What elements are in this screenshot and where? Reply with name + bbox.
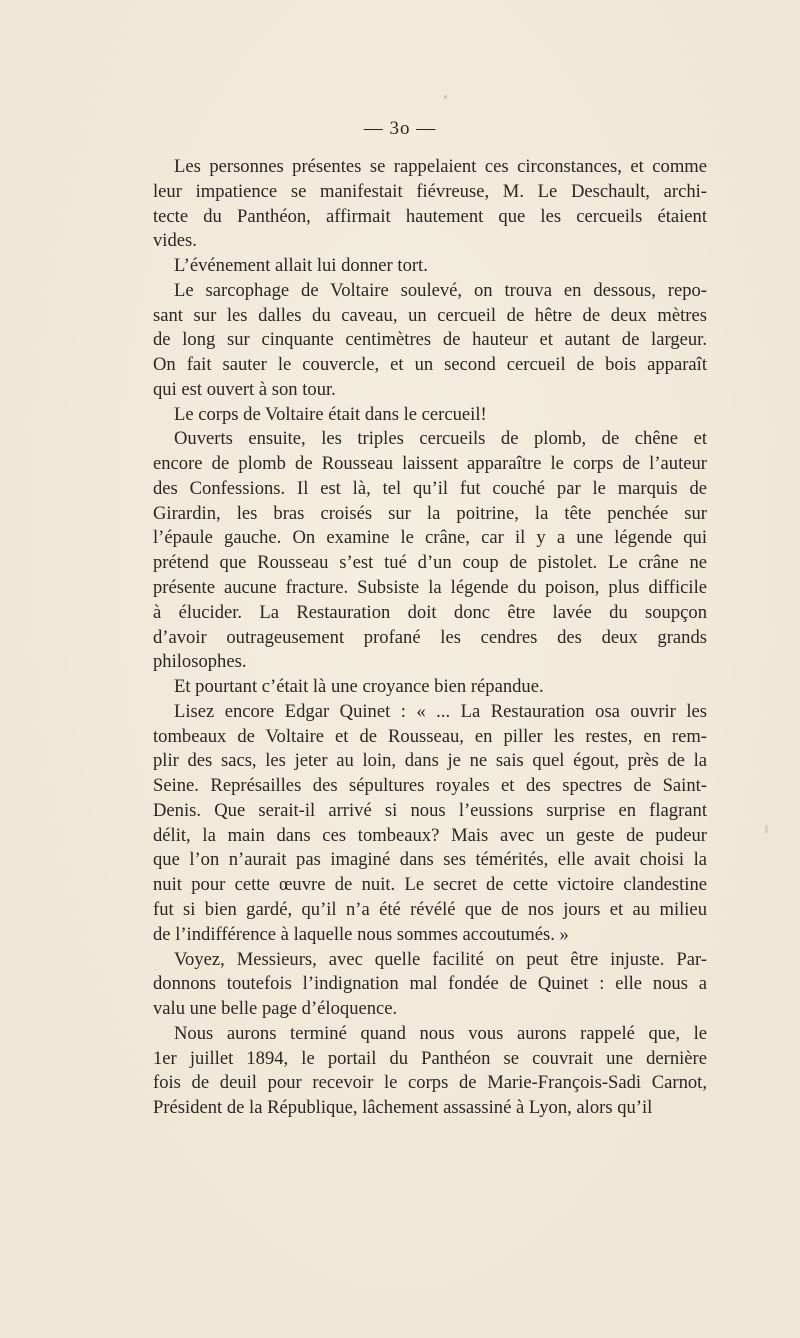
page-number: — 3o —	[363, 118, 437, 139]
text-line: 1er juillet 1894, le portail du Panthéon se couvrait une dernière	[153, 1047, 707, 1069]
text-line: nuit pour cette œuvre de nuit. Le secret de cette victoire clandestine	[153, 874, 707, 896]
text-line: On fait sauter le couvercle, et un second cercueil de bois apparaît	[153, 354, 707, 376]
text-line: Lisez encore Edgar Quinet : « ... La Restauration osa ouvrir les	[174, 700, 707, 722]
text-line: de l’indifférence à laquelle nous sommes accoutumés. »	[153, 923, 569, 945]
text-line: encore de plomb de Rousseau laissent apparaître le corps de l’auteur	[153, 453, 707, 475]
text-line: que l’on n’aurait pas imaginé dans ses témérités, elle avait choisi la	[153, 849, 707, 871]
text-line: valu une belle page d’éloquence.	[153, 998, 398, 1020]
text-line: L’événement allait lui donner tort.	[174, 255, 428, 277]
text-line: Nous aurons terminé quand nous vous aurons rappelé que, le	[174, 1022, 707, 1044]
paper-mark	[765, 825, 768, 833]
text-line: philosophes.	[153, 651, 247, 673]
text-line: tombeaux de Voltaire et de Rousseau, en piller les restes, en rem-	[153, 725, 707, 747]
text-line: fut si bien gardé, qu’il n’a été révélé que de nos jours et au milieu	[153, 898, 707, 920]
text-line: de long sur cinquante centimètres de hauteur et autant de largeur.	[153, 329, 707, 351]
text-line: Président de la République, lâchement assassiné à Lyon, alors qu’il	[153, 1097, 653, 1119]
text-line: à élucider. La Restauration doit donc être lavée du soupçon	[153, 601, 707, 623]
text-line: plir des sacs, les jeter au loin, dans je ne sais quel égout, près de la	[153, 750, 707, 772]
text-line: d’avoir outrageusement profané les cendres des deux grands	[153, 626, 707, 648]
text-line: Le corps de Voltaire était dans le cercueil!	[174, 403, 487, 425]
body-text	[153, 155, 707, 1121]
text-line: Voyez, Messieurs, avec quelle facilité on peut être injuste. Par-	[174, 948, 707, 970]
text-line: Seine. Représailles des sépultures royales et des spectres de Saint-	[153, 775, 707, 797]
text-line: donnons toutefois l’indignation mal fondée de Quinet : elle nous a	[153, 973, 707, 995]
text-line: qui est ouvert à son tour.	[153, 378, 336, 400]
text-line: l’épaule gauche. On examine le crâne, car il y a une légende qui	[153, 527, 707, 549]
text-line: vides.	[153, 230, 197, 252]
text-line: des Confessions. Il est là, tel qu’il fut couché par le marquis de	[153, 477, 707, 499]
text-line: Le sarcophage de Voltaire soulevé, on trouva en dessous, repo-	[174, 279, 707, 301]
text-line: Ouverts ensuite, les triples cercueils de plomb, de chêne et	[174, 428, 707, 450]
text-line: fois de deuil pour recevoir le corps de Marie-François-Sadi Carnot,	[153, 1072, 707, 1094]
paper-speck	[444, 95, 447, 99]
text-line: tecte du Panthéon, affirmait hautement que les cercueils étaient	[153, 205, 707, 227]
text-line: sant sur les dalles du caveau, un cercueil de hêtre de deux mètres	[153, 304, 707, 326]
text-line: présente aucune fracture. Subsiste la légende du poison, plus difficile	[153, 577, 707, 599]
text-line: Et pourtant c’était là une croyance bien répandue.	[174, 676, 544, 698]
text-line: leur impatience se manifestait fiévreuse, M. Le Deschault, archi-	[153, 180, 707, 202]
text-line: Denis. Que serait-il arrivé si nous l’eussions surprise en flagrant	[153, 799, 707, 821]
text-line: délit, la main dans ces tombeaux? Mais avec un geste de pudeur	[153, 824, 707, 846]
text-line: prétend que Rousseau s’est tué d’un coup de pistolet. Le crâne ne	[153, 552, 707, 574]
text-line: Girardin, les bras croisés sur la poitrine, la tête penchée sur	[153, 502, 707, 524]
text-line: Les personnes présentes se rappelaient ces circonstances, et comme	[174, 156, 707, 177]
